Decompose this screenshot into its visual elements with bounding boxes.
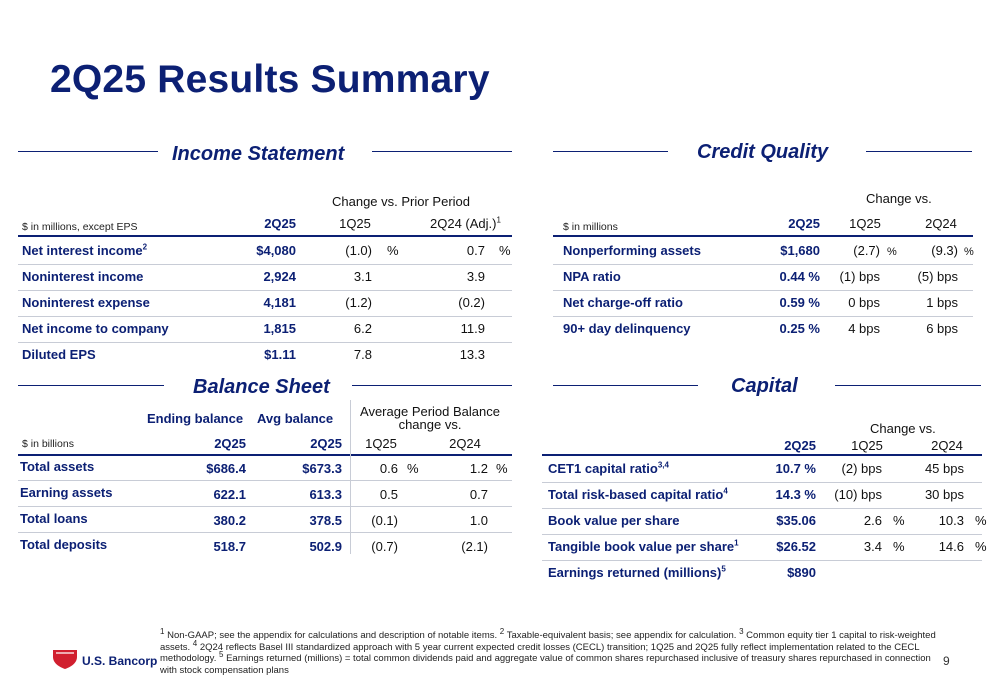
capital-col-1q25: 1Q25 — [851, 438, 883, 453]
income-header-line — [18, 235, 512, 237]
page-number: 9 — [943, 654, 950, 668]
credit-row-2q24-change: (5) bps — [917, 269, 958, 284]
balance-col-2q24: 2Q24 — [449, 436, 481, 451]
capital-rule-right — [835, 385, 981, 386]
capital-row-2q24-change: 10.3 — [938, 513, 964, 528]
credit-row-2q25: $1,680 — [780, 243, 820, 258]
balance-row-ending: 380.2 — [213, 513, 246, 528]
income-row-label: Diluted EPS — [22, 347, 96, 362]
shield-logo-icon — [52, 648, 78, 670]
balance-section-title: Balance Sheet — [193, 376, 330, 398]
balance-row-divider — [18, 506, 512, 507]
capital-row-2q25: $890 — [787, 565, 816, 580]
income-row-label: Net income to company — [22, 321, 169, 336]
balance-row-1q25-pct: % — [407, 461, 419, 476]
capital-row-1q25-change: (10) bps — [834, 487, 882, 502]
balance-col-1q25: 1Q25 — [365, 436, 397, 451]
balance-row-ending: 518.7 — [213, 539, 246, 554]
capital-row-divider — [542, 534, 982, 535]
credit-row-2q24-change: (9.3) — [931, 243, 958, 258]
capital-row-2q24-change: 45 bps — [924, 461, 964, 476]
credit-row-1q25-pct: % — [887, 246, 897, 258]
capital-change-header: Change vs. — [870, 421, 936, 436]
balance-row-divider — [18, 480, 512, 481]
income-row-2q25: $4,080 — [256, 243, 296, 258]
credit-rule-left — [553, 151, 668, 152]
credit-row-divider — [553, 290, 973, 291]
income-row-2q25: 2,924 — [263, 269, 296, 284]
balance-rule-right — [352, 385, 512, 386]
balance-row-2q24-change: 1.2 — [469, 461, 488, 476]
income-col-1q25: 1Q25 — [339, 216, 371, 231]
balance-row-2q24-change: 0.7 — [469, 487, 488, 502]
capital-row-1q25-pct: % — [893, 513, 905, 528]
income-row-1q25-change: (1.2) — [345, 295, 372, 310]
credit-row-divider — [553, 264, 973, 265]
capital-row-label: Tangible book value per share$^1$ — [548, 538, 739, 554]
capital-row-label: Total risk-based capital ratio$^4$ — [548, 486, 728, 502]
credit-row-2q25: 0.25 % — [779, 321, 820, 336]
balance-row-avg: 378.5 — [309, 513, 342, 528]
income-col-2q25: 2Q25 — [264, 216, 296, 231]
balance-divider — [350, 400, 351, 554]
income-unit-label: $ in millions, except EPS — [22, 221, 138, 233]
income-row-2q24-change: 3.9 — [466, 269, 485, 284]
balance-row-avg: $673.3 — [302, 461, 342, 476]
balance-header-line — [18, 454, 512, 456]
income-row-1q25-change: 7.8 — [353, 347, 372, 362]
income-row-2q24-change: 13.3 — [459, 347, 485, 362]
capital-row-2q25: $26.52 — [776, 539, 816, 554]
balance-row-1q25-change: (0.1) — [371, 513, 398, 528]
credit-row-label: NPA ratio — [563, 269, 621, 284]
us-bancorp-logo — [52, 648, 78, 675]
balance-row-avg: 502.9 — [309, 539, 342, 554]
balance-row-label: Total assets — [20, 459, 95, 474]
balance-unit-label: $ in billions — [22, 438, 74, 450]
income-row-2q25: 1,815 — [263, 321, 296, 336]
capital-row-2q24-change: 30 bps — [924, 487, 964, 502]
credit-header-line — [553, 235, 973, 237]
credit-row-2q24-change: 6 bps — [926, 321, 958, 336]
income-rule-right — [372, 151, 512, 152]
income-row-1q25-change: (1.0) — [345, 243, 372, 258]
income-change-header: Change vs. Prior Period — [332, 194, 471, 209]
capital-header-line — [542, 454, 982, 456]
balance-row-2q24-change: 1.0 — [469, 513, 488, 528]
income-row-2q24-change: 0.7 — [466, 243, 485, 258]
balance-row-1q25-change: 0.5 — [379, 487, 398, 502]
income-section-title: Income Statement — [172, 143, 345, 165]
capital-section-title: Capital — [731, 375, 798, 397]
balance-rule-left — [18, 385, 164, 386]
capital-row-2q24-change: 14.6 — [938, 539, 964, 554]
income-col-2q24adj: 2Q24 $(Adj.)^1$ — [430, 215, 501, 231]
capital-row-1q25-change: 3.4 — [863, 539, 882, 554]
credit-row-divider — [553, 316, 973, 317]
balance-col-ending-2q25: 2Q25 — [214, 436, 246, 451]
capital-rule-left — [553, 385, 698, 386]
income-row-divider — [18, 264, 512, 265]
income-row-label: Noninterest expense — [22, 295, 150, 310]
income-row-2q24-change: (0.2) — [458, 295, 485, 310]
balance-row-1q25-change: 0.6 — [379, 461, 398, 476]
income-row-2q25: $1.11 — [264, 347, 296, 362]
balance-row-label: Total loans — [20, 511, 88, 526]
balance-row-ending: $686.4 — [206, 461, 246, 476]
credit-unit-label: $ in millions — [563, 221, 618, 233]
capital-row-label: Earnings returned (millions)$^5$ — [548, 564, 726, 580]
income-row-label: Noninterest income — [22, 269, 144, 284]
credit-row-2q25: 0.44 % — [779, 269, 820, 284]
balance-row-divider — [18, 532, 512, 533]
income-row-1q25-change: 3.1 — [353, 269, 372, 284]
credit-row-1q25-change: 4 bps — [848, 321, 880, 336]
credit-rule-right — [866, 151, 972, 152]
credit-col-2q25: 2Q25 — [788, 216, 820, 231]
balance-change-header: Average Period Balance change vs. — [360, 404, 500, 432]
balance-row-ending: 622.1 — [213, 487, 246, 502]
balance-row-2q24-change: (2.1) — [461, 539, 488, 554]
credit-col-1q25: 1Q25 — [849, 216, 881, 231]
credit-row-2q25: 0.59 % — [779, 295, 820, 310]
credit-row-1q25-change: 0 bps — [848, 295, 880, 310]
capital-row-divider — [542, 482, 982, 483]
capital-row-divider — [542, 560, 982, 561]
capital-row-2q24-pct: % — [975, 539, 987, 554]
capital-row-1q25-change: 2.6 — [863, 513, 882, 528]
income-row-2q24-change: 11.9 — [460, 321, 485, 336]
capital-row-2q25: 14.3 % — [775, 487, 816, 502]
credit-row-1q25-change: (2.7) — [853, 243, 880, 258]
capital-col-2q25: 2Q25 — [784, 438, 816, 453]
income-row-1q25-change: 6.2 — [353, 321, 372, 336]
footnotes: $^1$ Non-GAAP; see the appendix for calculations and description of notable items. $^2$ Taxable-equivalent basis; see appendix for calculation. $^3$ Common equity tier 1 capital to risk-weighted assets. $^4$ 2Q24 reflects Basel III standardized approach with 5 year current expected credit losses (CECL) transition; 1Q25 and 2Q25 fully reflect implementation related to the CECL methodology. $^5$ Earnings returned (millions) = total common dividends paid and aggregate value of common shares repurchased inclusive of treasury shares repurchased in connection with stock compensation plans — [160, 626, 936, 676]
balance-row-1q25-change: (0.7) — [371, 539, 398, 554]
balance-ending-header: Ending balance — [147, 411, 244, 426]
credit-row-label: Nonperforming assets — [563, 243, 701, 258]
capital-row-2q24-pct: % — [975, 513, 987, 528]
income-row-1q25-pct: % — [387, 243, 399, 258]
balance-row-avg: 613.3 — [309, 487, 342, 502]
balance-row-2q24-pct: % — [496, 461, 508, 476]
income-row-2q25: 4,181 — [263, 295, 296, 310]
credit-row-1q25-change: (1) bps — [839, 269, 880, 284]
capital-row-1q25-pct: % — [893, 539, 905, 554]
credit-row-label: 90+ day delinquency — [563, 321, 691, 336]
income-row-2q24-pct: % — [499, 243, 511, 258]
capital-col-2q24: 2Q24 — [931, 438, 963, 453]
balance-row-label: Earning assets — [20, 485, 113, 500]
capital-row-2q25: 10.7 % — [775, 461, 816, 476]
balance-avg-header: Avg balance — [257, 411, 334, 426]
income-row-label: Net interest income$^2$ — [22, 242, 148, 258]
page-title: 2Q25 Results Summary — [50, 58, 490, 101]
income-row-divider — [18, 316, 512, 317]
credit-col-2q24: 2Q24 — [925, 216, 957, 231]
credit-change-header: Change vs. — [866, 191, 932, 206]
balance-row-label: Total deposits — [20, 537, 108, 552]
credit-row-2q24-pct: % — [964, 246, 974, 258]
capital-row-label: CET1 capital ratio$^{3,4}$ — [548, 460, 669, 476]
income-rule-left — [18, 151, 158, 152]
balance-col-avg-2q25: 2Q25 — [310, 436, 342, 451]
capital-row-1q25-change: (2) bps — [841, 461, 882, 476]
capital-row-divider — [542, 508, 982, 509]
capital-row-2q25: $35.06 — [776, 513, 816, 528]
capital-row-label: Book value per share — [548, 513, 680, 528]
income-row-divider — [18, 342, 512, 343]
credit-row-label: Net charge-off ratio — [563, 295, 683, 310]
credit-section-title: Credit Quality — [697, 141, 829, 163]
income-row-divider — [18, 290, 512, 291]
credit-row-2q24-change: 1 bps — [926, 295, 958, 310]
brand-name: U.S. Bancorp — [82, 654, 158, 668]
